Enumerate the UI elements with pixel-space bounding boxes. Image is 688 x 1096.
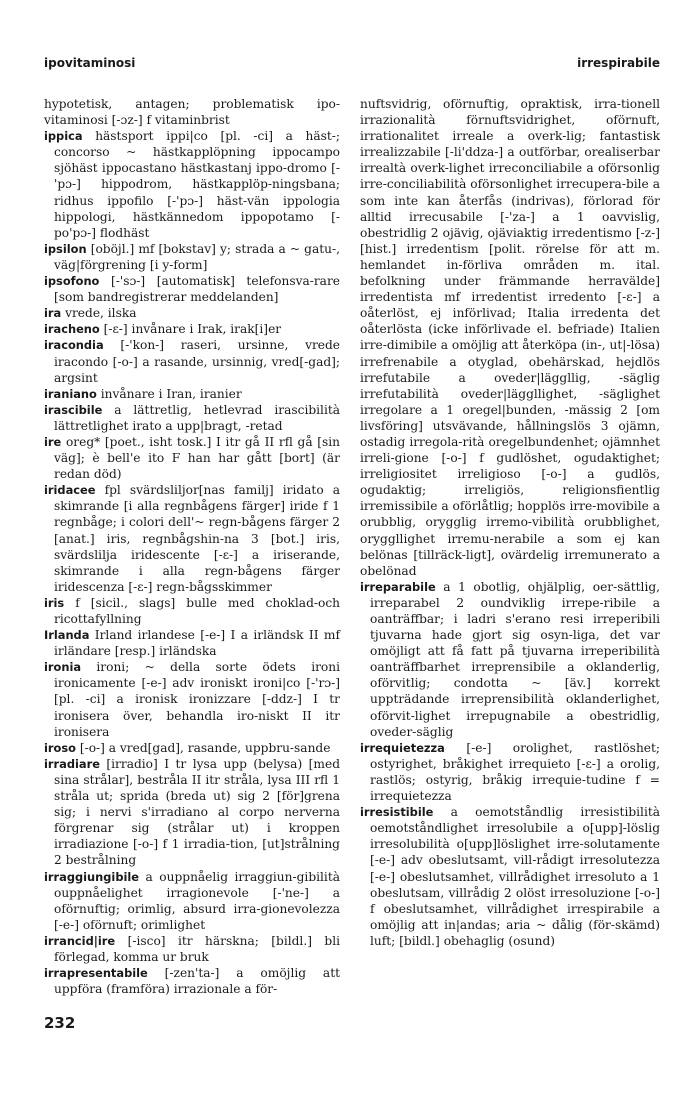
headword: ipsofono bbox=[44, 274, 100, 289]
headword: ipsilon bbox=[44, 241, 87, 256]
definition: [-'sɔ-] [automatisk] telefonsva-rare [som bandregistrerar meddelanden] bbox=[54, 274, 340, 305]
headword: iraniano bbox=[44, 386, 97, 401]
page-number: 232 bbox=[44, 1014, 76, 1032]
headword: ippica bbox=[44, 129, 83, 144]
dictionary-entry bbox=[44, 756, 340, 869]
headword: ironia bbox=[44, 660, 82, 675]
dictionary-entry: hypotetisk, antagen; problematisk ipo-vitaminosi [-ɔz-] f vitaminbrist bbox=[44, 97, 340, 128]
definition: a ouppnåelig irraggiun-gibilità ouppnåelighet irragionevole [-'ne-] a oförnuftig; orimlig, absurd irra-gionevolezza [-e-] oförnuft; orimlighet bbox=[54, 869, 340, 932]
headword: iris bbox=[44, 595, 65, 610]
dictionary-entry bbox=[44, 482, 340, 595]
dictionary-entry bbox=[44, 128, 340, 241]
definition: [-ɛ-] invånare i Irak, irak[i]er bbox=[103, 322, 282, 337]
headword: iroso bbox=[44, 740, 76, 755]
definition: Irland irlandese [-e-] I a irländsk II mf irländare [resp.] irländska bbox=[54, 628, 340, 659]
dictionary-entry bbox=[44, 740, 340, 756]
dictionary-entry bbox=[44, 241, 340, 273]
dictionary-entry bbox=[44, 402, 340, 434]
definition: hästsport ippi|co [pl. -ci] a häst-; concorso ~ hästkapplöpning ippocampo sjöhäst ippocastano hästkastanj ippo-dromo [-'pɔ-] hippodrom, hästkapplöp-ningsbana; ridhus ippofilo [-'pɔ-] häst-vän ippologia hippologi, hästkännedom ippopotamo [-po'pɔ-] flodhäst bbox=[54, 129, 341, 240]
headword: irradiare bbox=[44, 756, 100, 771]
definition: [oböjl.] mf [bokstav] y; strada a ~ gatu-, väg|förgrening [i y-form] bbox=[54, 241, 340, 272]
headword: ire bbox=[44, 434, 62, 449]
definition: a 1 obotlig, ohjälplig, oer-sättlig, irreparabel 2 oundviklig irrepe-ribile a oanträffbar; i ladri s'erano resi irreperibili tjuvarna hade gjort sig osyn-liga, det var omöjligt att få fatt på tjuvarna irreperibilità oanträffbarhet irreprensibile a oklanderlig, oförvitlig; condotta ~ [äv.] korrekt uppträdande irreprensibilità oklanderlighet, oförvit-lighet irrepugnabile a obestridlig, oveder-säglig bbox=[370, 579, 661, 739]
dictionary-entry bbox=[44, 273, 340, 305]
definition: fpl svärdsliljor[nas familj] iridato a skimrande [i alla regnbågens färger] iride f 1 regnbåge; i colori dell'~ regn-bågens färger 2 [anat.] iris, regnbågshin-na 3 [bot.] iris, svärdslilja iridescente [-ɛ-] a iriserande, skimrande i alla regn-bågens färger iridescenza [-ɛ-] regn-bågsskimmer bbox=[54, 483, 341, 594]
headword: irreparabile bbox=[360, 579, 436, 594]
headword: iracondia bbox=[44, 338, 104, 353]
headword: irrequietezza bbox=[360, 740, 445, 755]
header-right-guideword: irrespirabile bbox=[577, 56, 660, 70]
definition: a oemotståndlig irresistibilità oemotståndlighet irresolubile a o[upp]-löslig irresolubilità o[upp]löslighet irre-solutamente [-e-] adv obeslutsamt, vill-rådigt irresolutezza [-e-] obeslutsamhet, villrådighet irresoluto a 1 obeslutsam, villrådig 2 olöst irresoluzione [-o-] f obeslutsamhet, villrådighet irrespirabile a omöjlig att in|andas; aria ~ dålig (för-skämd) luft; [bildl.] obehaglig (osund) bbox=[370, 805, 661, 948]
headword: iracheno bbox=[44, 322, 100, 337]
dictionary-entry bbox=[44, 305, 340, 321]
dictionary-entry bbox=[44, 434, 340, 482]
dictionary-entry bbox=[360, 740, 660, 804]
dictionary-entry bbox=[360, 804, 660, 949]
definition: f [sicil., slags] bulle med choklad-och ricottafyllning bbox=[54, 595, 340, 626]
dictionary-entry bbox=[360, 579, 660, 740]
definition: [irradio] I tr lysa upp (belysa) [med sina strålar], bestråla II itr stråla, lysa III rfl 1 stråla ut; sprida (breda ut) sig 2 [för]grena sig; i nervi s'irradiano al corpo nerverna förgrenar sig (strålar ut) i kroppen irradiazione [-o-] f 1 irradia-tion, [ut]strålning 2 bestrålning bbox=[54, 756, 340, 868]
dictionary-entry bbox=[44, 933, 340, 965]
dictionary-entry bbox=[44, 627, 340, 659]
definition: vrede, ilska bbox=[65, 306, 137, 321]
definition: oreg* [poet., isht tosk.] I itr gå II rfl gå [sin väg]; è bell'e ito F han har gått [bort] (är redan död) bbox=[54, 434, 341, 482]
right-column bbox=[360, 96, 660, 949]
headword: iridacee bbox=[44, 483, 96, 498]
headword: Irlanda bbox=[44, 628, 90, 643]
left-column bbox=[44, 96, 340, 997]
definition: ironi; ~ della sorte ödets ironi ironicamente [-e-] adv ironiskt ironi|co [-'rɔ-] [pl. -ci] a ironisk ironizzare [-ddz-] I tr ironisera över, behandla iro-niskt II itr ironisera bbox=[54, 660, 341, 739]
definition: a lättretlig, hetlevrad irascibilità lättretlighet irato a upp|bragt, -retad bbox=[54, 402, 341, 433]
definition: [-e-] orolighet, rastlöshet; ostyrighet, bråkighet irrequieto [-ɛ-] a orolig, rastlös; ostyrig, bråkig irrequie-tudine f = irrequietezza bbox=[370, 740, 661, 804]
dictionary-entry bbox=[44, 965, 340, 997]
dictionary-entry bbox=[44, 659, 340, 739]
dictionary-entry: nuftsvidrig, oförnuftig, opraktisk, irra-tionell irrazionalità förnuftsvidrighet, oförnuft, irrationalitet irreale a overk-lig; fantastisk irrealizzabile [-li'ddza-] a outförbar, orealiserbar irrealtà overk-lighet irreconciliabile a oförsonlig irre-conciliabilità oförsonlighet irrecupera-bile a som inte kan återfås (indrivas), förlorad för alltid irrecusabile [-'za-] a 1 oavvislig, obestridlig 2 ojävig, ojäviaktig irredentismo [-z-] [hist.] irredentism [polit. rörelse för att m. hemlandet in-förliva områden m. ital. befolkning under främmande herravälde] irredentista mf irredentist irredento [-ɛ-] a oåterlöst, ej införlivad; Italia irredenta det oåterlösta (icke införlivade el. befriade) Italien irre-dimibile a omöjlig att återköpa (in-, ut|-lösa) irrefrenabile a otyglad, obehärskad, hejdlös irrefutabile a oveder|läggllig, -säglig irrefutabilità oveder|läggllighet, -säglighet irregolare a 1 oregel|bunden, -mässig 2 [om livsföring] utsvävande, hållningslös 3 ojämn, ostadig irregola-rità oregelbundenhet; ojämnhet irreli-gione [-o-] f gudlöshet, ogudaktighet; irreligiositet irreligioso [-o-] a gudlös, ogudaktig; irreligiös, religionsfientlig irremissibile a oförlåtlig; hopplös irre-movibile a orubblig, orygglig irremo-vibilità orubblighet, oryggllighet irremu-nerabile a som ej kan belönas [tillräck-ligt], ovärdelig irremunerato a obelönad bbox=[360, 97, 660, 578]
definition: [-zen'ta-] a omöjlig att uppföra (framföra) irrazionale a för- bbox=[54, 966, 340, 997]
definition: [-'kon-] raseri, ursinne, vrede iracondo [-o-] a rasande, ursinnig, vred[-gad]; argsint bbox=[54, 338, 341, 385]
header-left-guideword: ipovitaminosi bbox=[44, 56, 136, 70]
dictionary-entry bbox=[44, 321, 340, 337]
headword: irraggiungibile bbox=[44, 869, 140, 884]
page-header bbox=[44, 56, 660, 72]
headword: ira bbox=[44, 306, 62, 321]
headword: irresistibile bbox=[360, 805, 434, 820]
definition: [-isco] itr härskna; [bildl.] bli förlegad, komma ur bruk bbox=[54, 933, 340, 964]
definition: [-o-] a vred[gad], rasande, uppbru-sande bbox=[79, 740, 331, 755]
dictionary-entry bbox=[44, 869, 340, 933]
definition: invånare i Iran, iranier bbox=[100, 386, 242, 401]
headword: irrapresentabile bbox=[44, 966, 148, 981]
headword: irrancid|ire bbox=[44, 933, 116, 948]
headword: irascibile bbox=[44, 402, 103, 417]
dictionary-entry bbox=[44, 337, 340, 385]
dictionary-entry bbox=[44, 595, 340, 627]
dictionary-entry bbox=[44, 386, 340, 402]
